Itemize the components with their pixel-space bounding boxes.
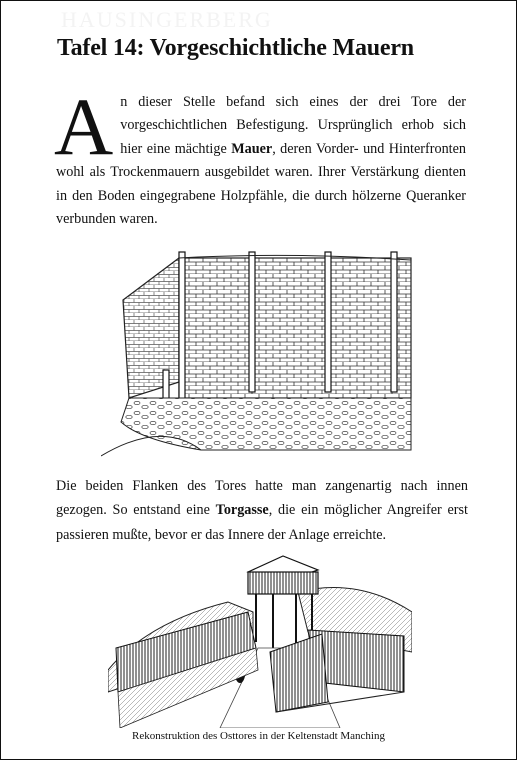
gate-text-start: Die beiden Flanken des Tores hatte man zangenartig nach innen gezogen. So entstand eine bbox=[56, 478, 468, 519]
gate-text-end: , die ein möglicher Angreifer erst passieren mußte, bevor er das Innere der Anlage erreichte. bbox=[56, 502, 468, 543]
wall-section-drawing bbox=[101, 250, 413, 458]
faint-watermark: HAUSINGERBERG bbox=[61, 7, 273, 32]
figure-caption: Rekonstruktion des Osttores in der Keltenstadt Manching bbox=[132, 730, 385, 742]
gate-bold-term: Torgasse bbox=[215, 502, 269, 519]
page-title: Tafel 14: Vorgeschichtliche Mauern bbox=[57, 35, 414, 61]
gate-paragraph bbox=[56, 474, 468, 547]
intro-text-start: n dieser Stelle befand sich eines der drei Tore der vorgeschichtlichen Befestigung. Ursprünglich erhob sich hier eine mächtige bbox=[120, 94, 466, 157]
dropcap-letter: A bbox=[54, 81, 114, 172]
intro-text-end: , deren Vorder- und Hinterfronten wohl als Trockenmauern ausgebildet waren. Ihrer Verstärkung dienten in den Boden eingegrabene Holzpfähle, die durch hölzerne Queranker verbunden waren. bbox=[56, 140, 466, 228]
intro-paragraph bbox=[54, 81, 466, 231]
gate-reconstruction-drawing bbox=[108, 552, 412, 728]
intro-bold-term: Mauer bbox=[231, 140, 273, 157]
